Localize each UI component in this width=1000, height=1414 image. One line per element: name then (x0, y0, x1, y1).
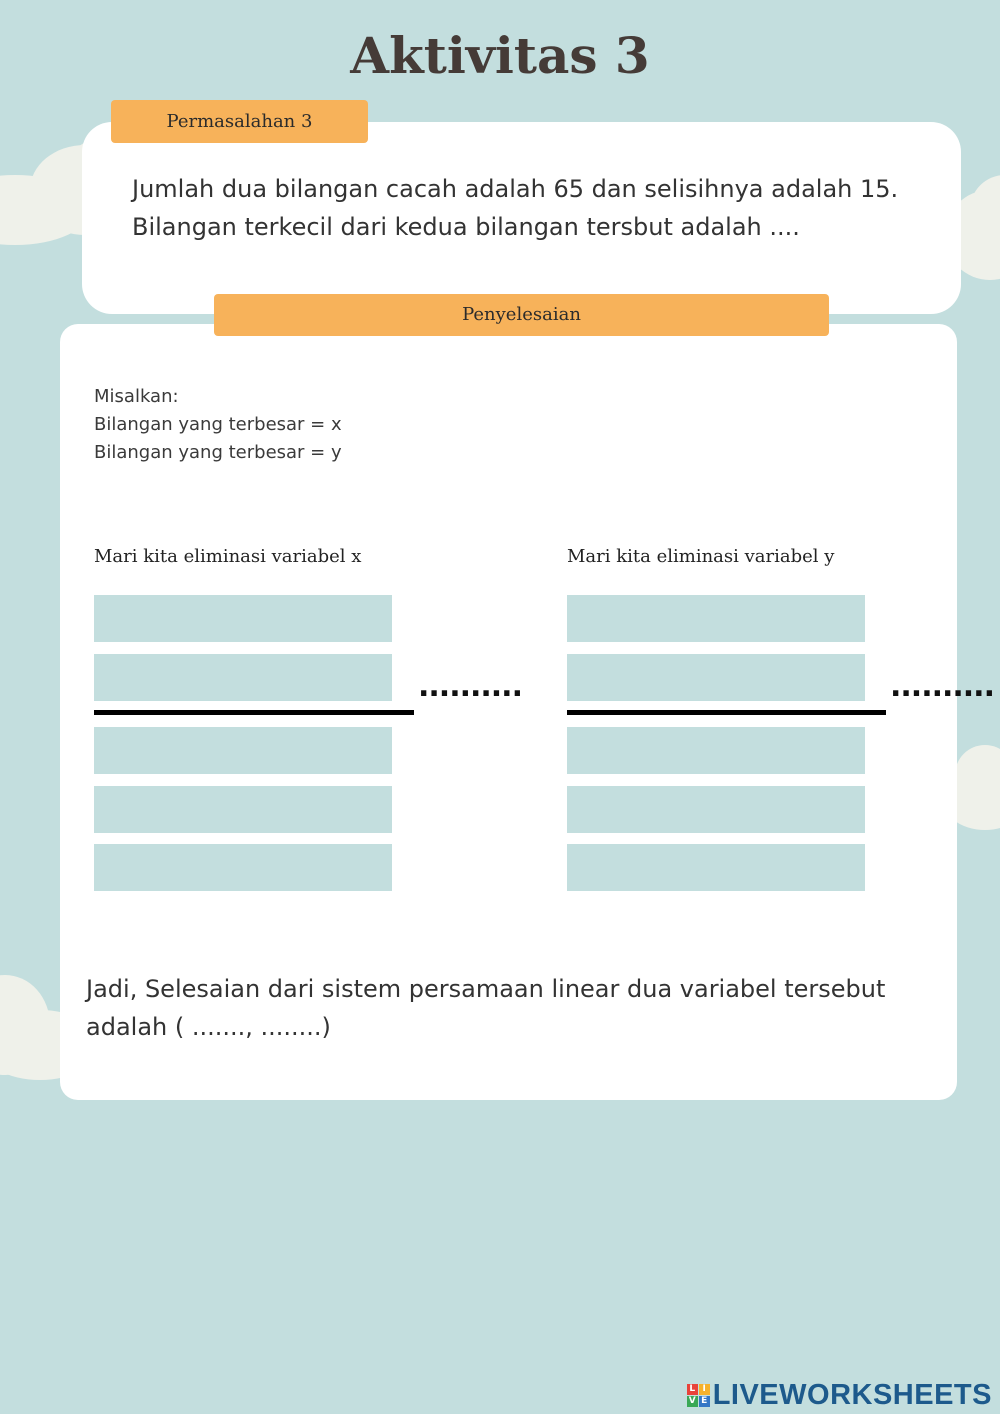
problem-statement: Jumlah dua bilangan cacah adalah 65 dan selisihnya adalah 15. Bilangan terkecil dari kedua bilangan tersbut adalah .... (132, 175, 899, 241)
eliminate-x-equation-2-input[interactable] (94, 654, 392, 701)
solution-badge: Penyelesaian (214, 294, 829, 336)
page-title: Aktivitas 3 (350, 26, 650, 85)
logo-mark-icon (687, 1384, 710, 1407)
liveworksheets-logo[interactable] (687, 1378, 992, 1412)
logo-letter-v: V (687, 1396, 698, 1407)
logo-text: LIVEWORKSHEETS (712, 1378, 992, 1411)
eliminate-y-result-2-input[interactable] (567, 786, 865, 833)
conclusion-text: Jadi, Selesaian dari sistem persamaan linear dua variabel tersebut adalah ( ......., ........) (86, 975, 886, 1041)
eliminate-x-result-2-input[interactable] (94, 786, 392, 833)
eliminate-x-divider (94, 710, 414, 715)
eliminate-y-equation-1-input[interactable] (567, 595, 865, 642)
logo-letter-l: L (687, 1384, 698, 1395)
eliminate-x-equation-1-input[interactable] (94, 595, 392, 642)
eliminate-y-divider (567, 710, 886, 715)
logo-letter-i: I (699, 1384, 710, 1395)
let-y-definition: Bilangan yang terbesar = y (94, 442, 342, 463)
problem-badge: Permasalahan 3 (111, 100, 368, 143)
let-heading: Misalkan: (94, 386, 179, 407)
eliminate-y-title: Mari kita eliminasi variabel y (567, 546, 835, 567)
eliminate-x-result-3-input[interactable] (94, 844, 392, 891)
eliminate-y-result-1-input[interactable] (567, 727, 865, 774)
eliminate-x-title: Mari kita eliminasi variabel x (94, 546, 362, 567)
eliminate-y-result-3-input[interactable] (567, 844, 865, 891)
variable-definitions (94, 383, 342, 467)
eliminate-x-result-1-input[interactable] (94, 727, 392, 774)
let-x-definition: Bilangan yang terbesar = x (94, 414, 342, 435)
eliminate-x-operator-blank[interactable]: .......... (418, 669, 522, 704)
eliminate-y-equation-2-input[interactable] (567, 654, 865, 701)
logo-letter-e: E (699, 1396, 710, 1407)
eliminate-y-operator-blank[interactable]: .......... (890, 669, 994, 704)
